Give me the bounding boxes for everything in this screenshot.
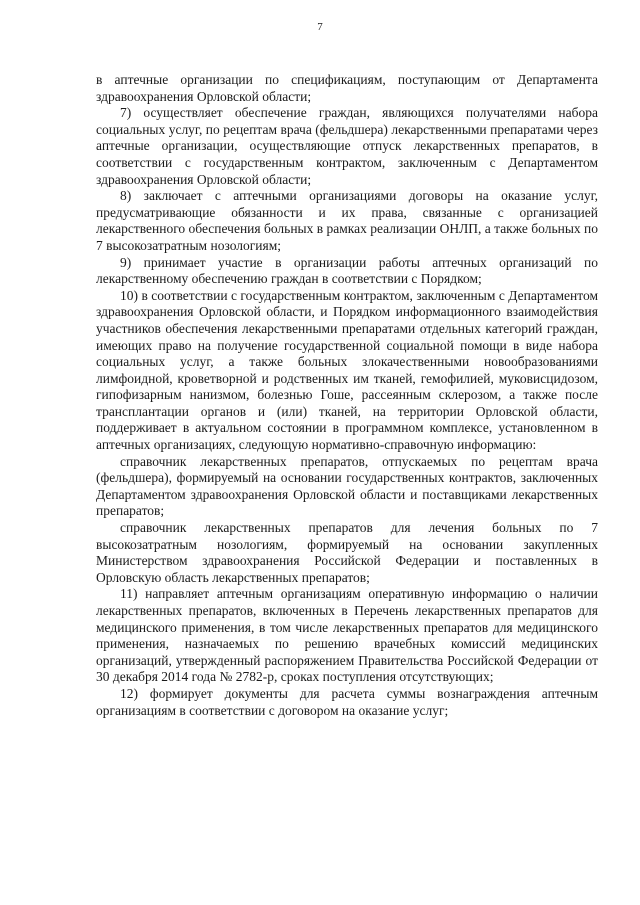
paragraph-reference-drugs-prescriptions: справочник лекарственных препаратов, отпускаемых по рецептам врача (фельдшера), формируемый на основании государственных контрактов, заключенных Департаментом здравоохранения Орловской области и поставщиками лекарственных препаратов;	[96, 453, 598, 519]
page-number: 7	[317, 21, 323, 33]
paragraph-item-8: 8) заключает с аптечными организациями договоры на оказание услуг, предусматривающие обязанности и их права, связанные с организацией лекарственного обеспечения больных в рамках реализации ОНЛП, а также больных по 7 высокозатратным нозологиям;	[96, 188, 598, 253]
paragraph-item-7: 7) осуществляет обеспечение граждан, являющихся получателями набора социальных услуг, по рецептам врача (фельдшера) лекарственными препаратами через аптечные организации, осуществляющие отпуск лекарственных препаратов, в соответствии с государственным контрактом, заключенным с Департаментом здравоохранения Орловской области;	[96, 105, 598, 187]
paragraph-continuation: в аптечные организации по спецификациям, поступающим от Департамента здравоохранения Орловской области;	[96, 72, 598, 104]
paragraph-item-11: 11) направляет аптечным организациям оперативную информацию о наличии лекарственных препаратов, включенных в Перечень лекарственных препаратов для медицинского применения, в том числе лекарственных препаратов для медицинского применения, назначаемых по решению врачебных комиссий медицинских организаций, утвержденный распоряжением Правительства Российской Федерации от 30 декабря 2014 года № 2782-р, сроках поступления отсутствующих;	[96, 586, 598, 685]
document-body	[96, 72, 598, 719]
paragraph-item-10: 10) в соответствии с государственным контрактом, заключенным с Департаментом здравоохранения Орловской области, и Порядком информационного взаимодействия участников обеспечения лекарственными препаратами отдельных категорий граждан, имеющих право на получение государственной социальной помощи в виде набора социальных услуг, а также больных злокачественными новообразованиями лимфоидной, кроветворной и родственных им тканей, гемофилией, муковисцидозом, гипофизарным нанизмом, болезнью Гоше, рассеянным склерозом, а также после трансплантации органов и (или) тканей, на территории Орловской области, поддерживает в актуальном состоянии в программном комплексе, установленном в аптечных организациях, следующую нормативно-справочную информацию:	[96, 287, 598, 453]
paragraph-item-12: 12) формирует документы для расчета суммы вознаграждения аптечным организациям в соответствии с договором на оказание услуг;	[96, 685, 598, 718]
paragraph-reference-drugs-nosologies: справочник лекарственных препаратов для лечения больных по 7 высокозатратным нозологиям, формируемый на основании закупленных Министерством здравоохранения Российской Федерации и поставленных в Орловскую область лекарственных препаратов;	[96, 520, 598, 585]
paragraph-item-9: 9) принимает участие в организации работы аптечных организаций по лекарственному обеспечению граждан в соответствии с Порядком;	[96, 254, 598, 287]
